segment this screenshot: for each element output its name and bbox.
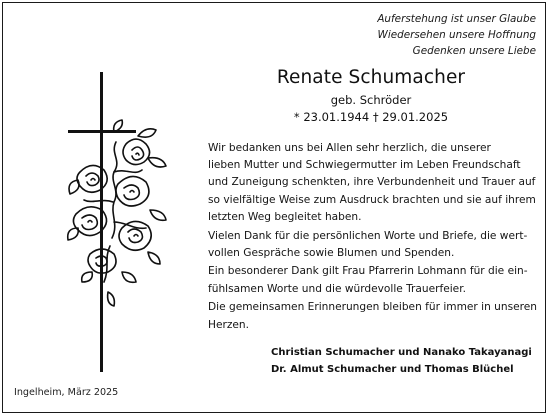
text-line: Ein besonderer Dank gilt Frau Pfarrerin Lohmann für die ein- xyxy=(208,265,528,278)
motto-line: Gedenken unsere Liebe xyxy=(412,45,536,57)
cross-with-roses-illustration xyxy=(64,72,174,372)
rose-5 xyxy=(119,221,151,250)
text-line: Wir bedanken uns bei Allen sehr herzlich, die unserer xyxy=(208,142,491,154)
text-line: vollen Gespräche sowie Blumen und Spenden. xyxy=(208,246,455,259)
mourners-signatures xyxy=(271,344,532,378)
place-and-date: Ingelheim, März 2025 xyxy=(14,387,119,398)
rose-1 xyxy=(123,139,150,165)
rose-3 xyxy=(116,176,149,206)
text-line: Die gemeinsamen Erinnerungen bleiben für immer in unseren xyxy=(208,301,537,314)
signature-line: Dr. Almut Schumacher und Thomas Blüchel xyxy=(271,364,514,375)
deceased-header xyxy=(200,66,542,126)
text-line: und Zuneigung schenkten, ihre Verbundenheit und Trauer auf xyxy=(208,176,536,189)
thank-you-text xyxy=(208,140,542,335)
life-dates: * 23.01.1944 † 29.01.2025 xyxy=(293,110,449,124)
paragraph xyxy=(208,299,542,333)
text-line: Vielen Dank für die persönlichen Worte und Briefe, die wert- xyxy=(208,229,528,242)
motto-line: Auferstehung ist unser Glaube xyxy=(377,13,536,25)
leaf-group xyxy=(68,120,166,306)
cross-icon xyxy=(68,72,136,372)
paragraph xyxy=(208,263,542,297)
maiden-name: geb. Schröder xyxy=(330,93,412,107)
signature-line: Christian Schumacher und Nanako Takayanagi xyxy=(271,347,532,358)
motto-line: Wiedersehen unsere Hoffnung xyxy=(377,29,536,41)
deceased-name: Renate Schumacher xyxy=(276,67,466,88)
motto-verse xyxy=(377,11,536,59)
rose-bouquet-icon xyxy=(68,120,166,306)
text-line: lieben Mutter und Schwiegermutter im Leben Freundschaft xyxy=(208,159,521,172)
paragraph xyxy=(208,140,542,226)
text-line: Herzen. xyxy=(208,318,249,331)
text-line: letzten Weg begleitet haben. xyxy=(208,210,362,223)
text-line: fühlsamen Worte und die würdevolle Trauerfeier. xyxy=(208,282,466,295)
paragraph xyxy=(208,228,542,262)
text-line: so vielfältige Weise zum Ausdruck brachten und sie auf ihrem xyxy=(208,193,536,206)
